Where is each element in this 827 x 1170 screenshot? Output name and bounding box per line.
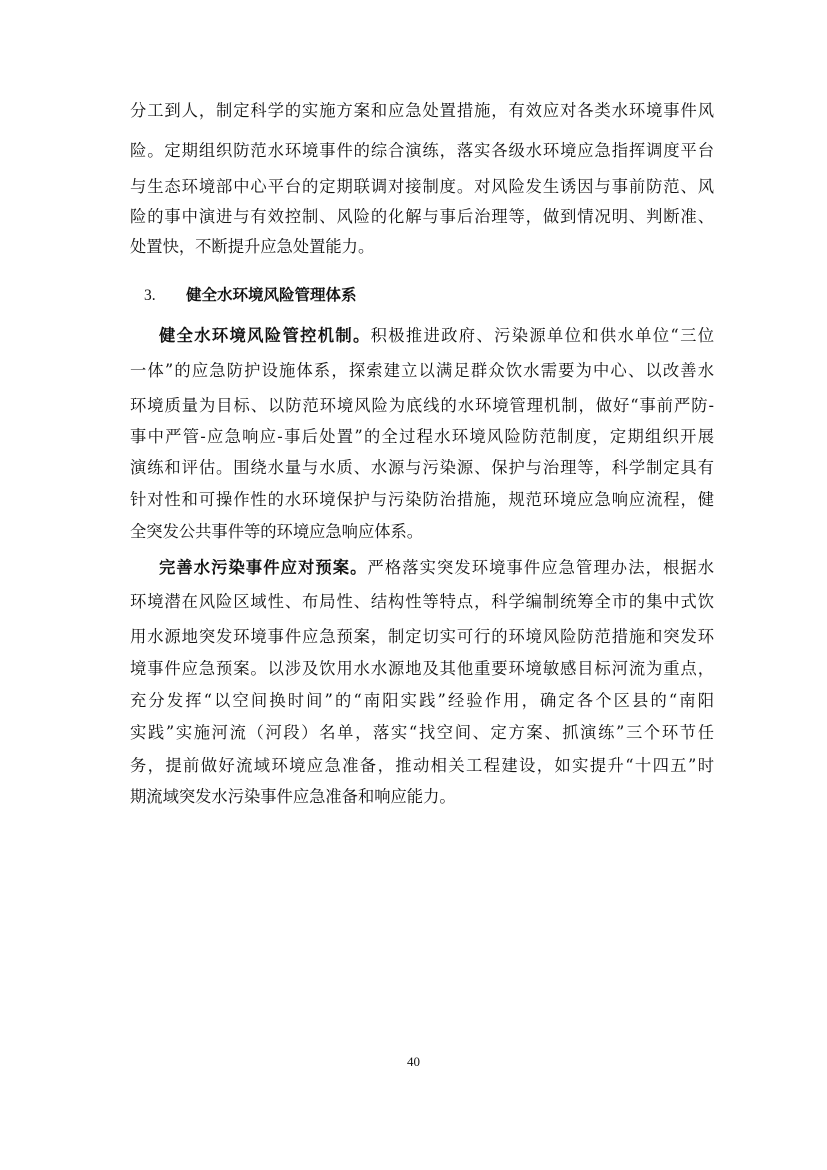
paragraph-line: 处置快，不断提升应急处置能力。 bbox=[130, 237, 375, 256]
paragraph-lead: 完善水污染事件应对预案。 bbox=[159, 558, 368, 577]
paragraph-line: 险的事中演进与有效控制、风险的化解与事后治理等，做到情况明、判断准、 bbox=[130, 207, 714, 226]
paragraph-line: 分工到人，制定科学的实施方案和应急处置措施，有效应对各类水环境事件风 bbox=[130, 101, 714, 120]
paragraph-line: 环境潜在风险区域性、布局性、结构性等特点，科学编制统筹全市的集中式饮 bbox=[130, 592, 714, 611]
paragraph-line: 充分发挥“以空间换时间”的“南阳实践”经验作用，确定各个区县的“南阳 bbox=[130, 691, 714, 710]
page-number: 40 bbox=[407, 1054, 420, 1069]
paragraph-line: 全突发公共事件等的环境应急响应体系。 bbox=[130, 522, 424, 541]
paragraph-line: 务，提前做好流域环境应急准备，推动相关工程建设，如实提升“十四五”时 bbox=[130, 756, 714, 775]
paragraph-line: 实践”实施河流（河段）名单，落实“找空间、定方案、抓演练”三个环节任 bbox=[130, 723, 714, 742]
paragraph-line: 环境质量为目标、以防范环境风险为底线的水环境管理机制，做好“事前严防- bbox=[130, 396, 714, 415]
section-title: 健全水环境风险管理体系 bbox=[186, 286, 357, 304]
paragraph-line: 境事件应急预案。以涉及饮用水水源地及其他重要环境敏感目标河流为重点， bbox=[130, 659, 714, 678]
paragraph-first-line-text: 严格落实突发环境事件应急管理办法，根据水 bbox=[367, 558, 714, 577]
paragraph-line: 演练和评估。围绕水量与水质、水源与污染源、保护与治理等，科学制定具有 bbox=[130, 458, 714, 477]
paragraph-first-line bbox=[159, 326, 714, 346]
paragraph-line: 一体”的应急防护设施体系，探索建立以满足群众饮水需要为中心、以改善水 bbox=[130, 361, 714, 380]
paragraph-line: 期流域突发水污染事件应急准备和响应能力。 bbox=[130, 787, 456, 806]
section-heading bbox=[144, 285, 357, 306]
paragraph-line: 事中严管-应急响应-事后处置”的全过程水环境风险防范制度，定期组织开展 bbox=[130, 427, 714, 446]
paragraph-lead: 健全水环境风险管控机制。 bbox=[159, 326, 371, 345]
paragraph-line: 险。定期组织防范水环境事件的综合演练，落实各级水环境应急指挥调度平台 bbox=[130, 141, 714, 160]
paragraph-first-line-text: 积极推进政府、污染源单位和供水单位“三位 bbox=[370, 326, 714, 345]
paragraph-line: 用水源地突发环境事件应急预案，制定切实可行的环境风险防范措施和突发环 bbox=[130, 627, 714, 646]
section-number: 3. bbox=[144, 287, 156, 304]
paragraph-line: 与生态环境部中心平台的定期联调对接制度。对风险发生诱因与事前防范、风 bbox=[130, 177, 714, 196]
paragraph-line: 针对性和可操作性的水环境保护与污染防治措施，规范环境应急响应流程，健 bbox=[130, 490, 714, 509]
paragraph-first-line bbox=[159, 558, 714, 578]
